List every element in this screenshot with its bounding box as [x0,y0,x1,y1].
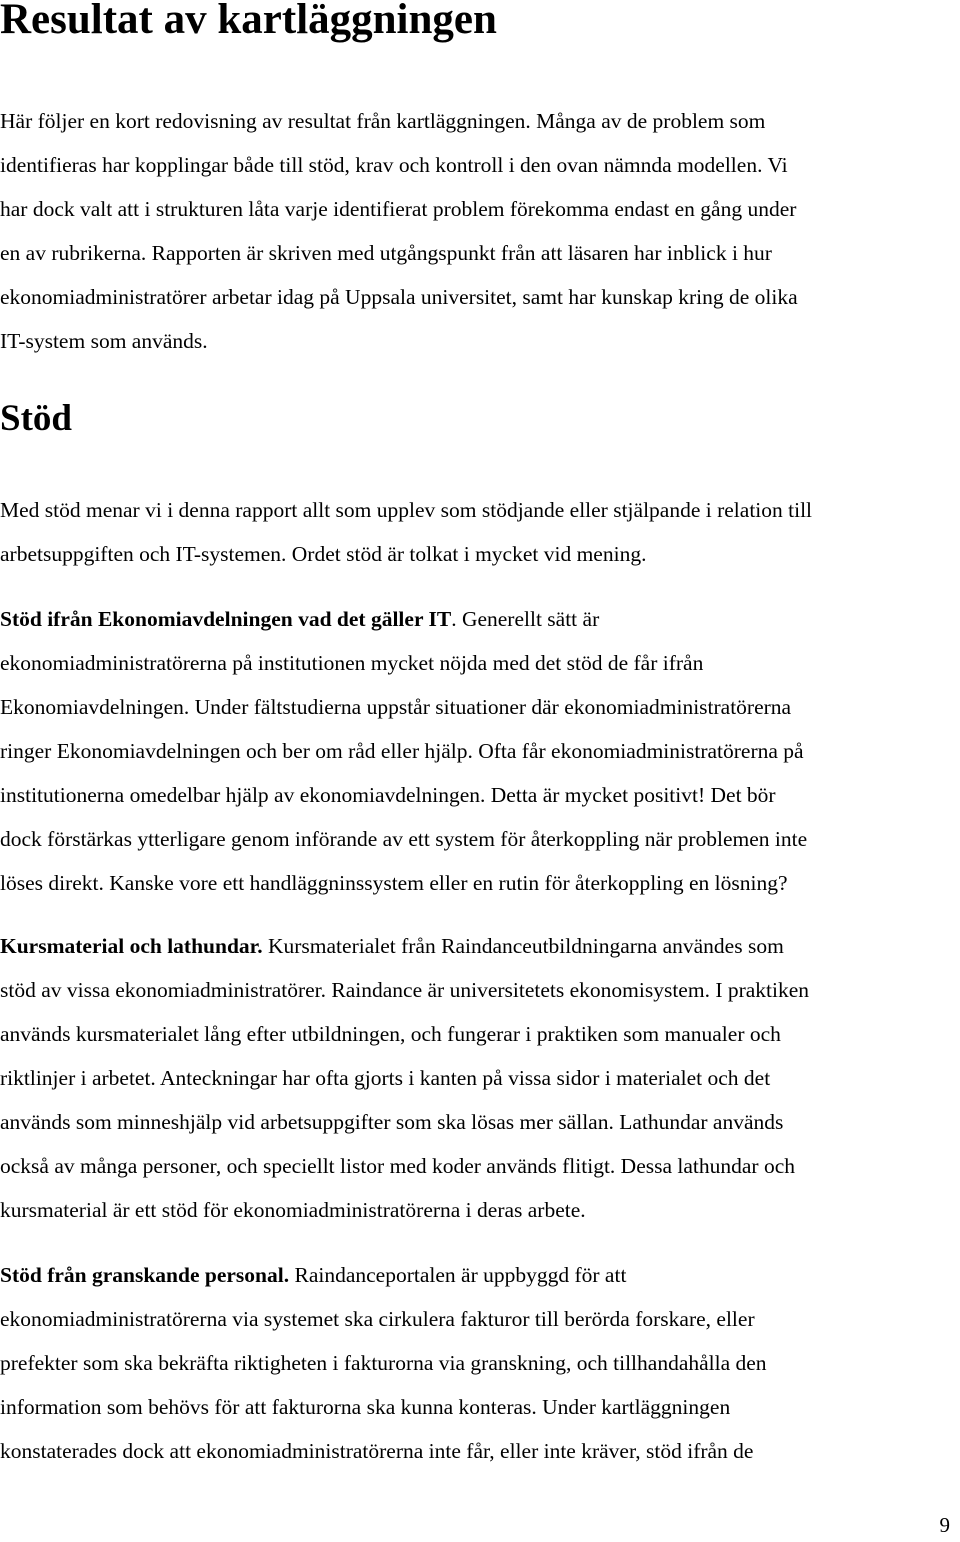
text-line: stöd av vissa ekonomiadministratörer. Raindance är universitetets ekonomisystem. I praktiken [0,978,810,1002]
subheading: Stöd från granskande personal. [0,1263,290,1287]
text-line: IT-system som används. [0,329,208,353]
text-line: Här följer en kort redovisning av resultat från kartläggningen. Många av de problem som [0,109,766,133]
text-line: kursmaterial är ett stöd för ekonomiadministratörerna i deras arbete. [0,1198,586,1222]
text-line [0,597,960,641]
reviewer-support-paragraph [0,1253,960,1473]
text-line: ekonomiadministratörer arbetar idag på Uppsala universitet, samt har kunskap kring de olika [0,285,798,309]
page-title: Resultat av kartläggningen [0,0,497,43]
page-number: 9 [939,1513,950,1537]
section-intro-paragraph [0,488,960,576]
text-line: prefekter som ska bekräfta riktigheten i fakturorna via granskning, och tillhandahålla den [0,1351,767,1375]
course-material-paragraph [0,924,960,1232]
text-line: arbetsuppgiften och IT-systemen. Ordet stöd är tolkat i mycket vid mening. [0,542,647,566]
text-line: Med stöd menar vi i denna rapport allt som upplev som stödjande eller stjälpande i relation till [0,498,813,522]
text-line: en av rubrikerna. Rapporten är skriven med utgångspunkt från att läsaren har inblick i hur [0,241,772,265]
text-line: institutionerna omedelbar hjälp av ekonomiavdelningen. Detta är mycket positivt! Det bör [0,783,776,807]
text-line: ekonomiadministratörerna via systemet ska cirkulera fakturor till berörda forskare, eller [0,1307,755,1331]
section-heading: Stöd [0,398,72,439]
intro-paragraph [0,99,960,363]
text-line: konstaterades dock att ekonomiadministratörerna inte får, eller inte kräver, stöd ifrån de [0,1439,754,1463]
text-line: Ekonomiavdelningen. Under fältstudierna uppstår situationer där ekonomiadministratörerna [0,695,792,719]
text-line: dock förstärkas ytterligare genom införande av ett system för återkoppling när problemen inte [0,827,808,851]
text-line: ringer Ekonomiavdelningen och ber om råd eller hjälp. Ofta får ekonomiadministratörerna på [0,739,804,763]
text-line: också av många personer, och speciellt listor med koder används flitigt. Dessa lathundar och [0,1154,795,1178]
text-line: identifieras har kopplingar både till stöd, krav och kontroll i den ovan nämnda modellen. Vi [0,153,788,177]
text-line: ekonomiadministratörerna på institutionen mycket nöjda med det stöd de får ifrån [0,651,704,675]
text-line: löses direkt. Kanske vore ett handläggninssystem eller en rutin för återkoppling en lösning? [0,871,788,895]
text-run: . Generellt sätt är [451,607,600,631]
text-line [0,1253,960,1297]
text-line: information som behövs för att fakturorna ska kunna konteras. Under kartläggningen [0,1395,731,1419]
support-it-paragraph [0,597,960,905]
subheading: Kursmaterial och lathundar. [0,934,263,958]
subheading: Stöd ifrån Ekonomiavdelningen vad det gäller IT [0,607,452,631]
text-line: har dock valt att i strukturen låta varje identifierat problem förekomma endast en gång under [0,197,797,221]
text-line [0,924,960,968]
text-line: används kursmaterialet lång efter utbildningen, och fungerar i praktiken som manualer och [0,1022,781,1046]
text-run: Raindanceportalen är uppbyggd för att [289,1263,627,1287]
text-run: Kursmaterialet från Raindanceutbildningarna användes som [262,934,784,958]
text-line: riktlinjer i arbetet. Anteckningar har ofta gjorts i kanten på vissa sidor i materialet och det [0,1066,771,1090]
text-line: används som minneshjälp vid arbetsuppgifter som ska lösas mer sällan. Lathundar används [0,1110,784,1134]
